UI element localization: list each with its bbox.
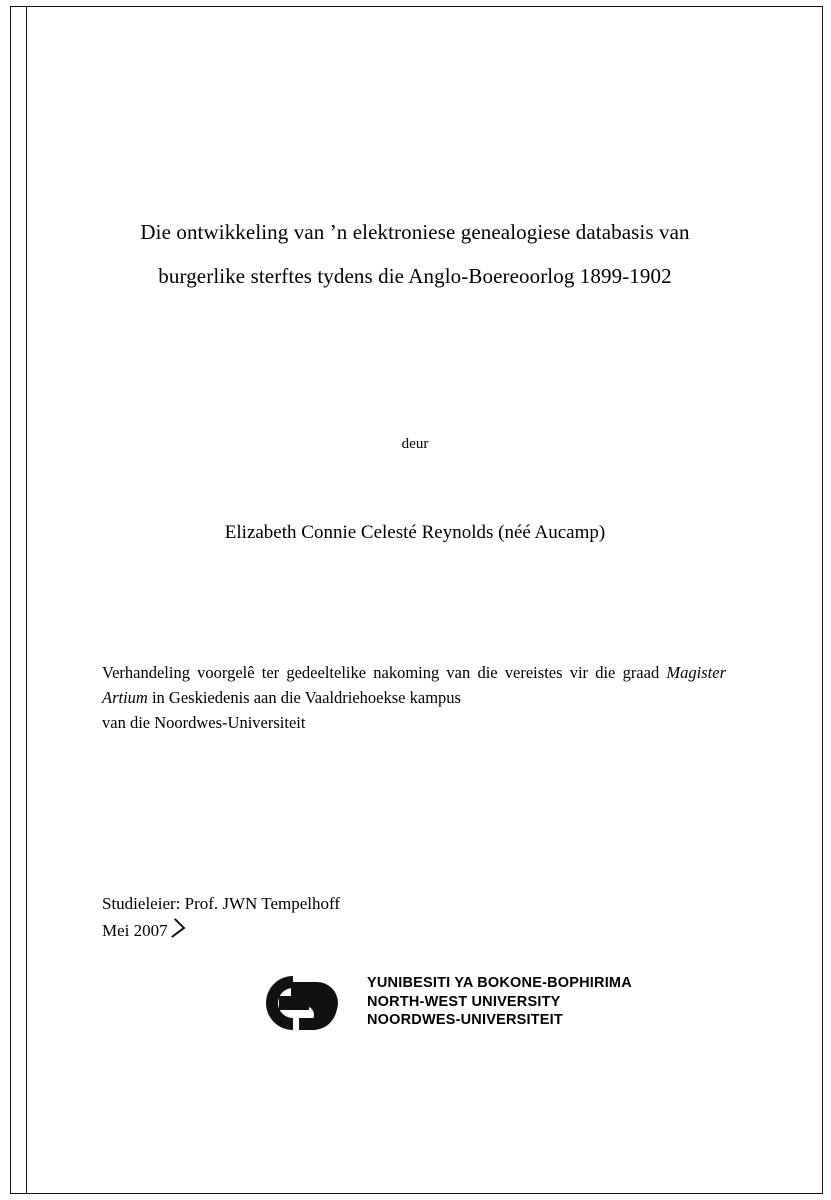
submission-date: Mei 2007: [102, 921, 168, 940]
title-page-content: [100, 0, 730, 1200]
university-logo-text: [367, 974, 632, 1030]
degree-statement-part1: Verhandeling voorgelê ter gedeeltelike nakoming van die vereistes vir die graad: [102, 663, 667, 682]
degree-statement-part2: in Geskiedenis aan die Vaaldriehoekse kampus: [147, 688, 461, 707]
submission-date-row: [102, 917, 168, 944]
degree-statement: [102, 660, 726, 735]
logo-text-line-1: YUNIBESITI YA BOKONE-BOPHIRIMA: [367, 975, 632, 991]
degree-statement-line3: van die Noordwes-Universiteit: [102, 713, 306, 732]
nwu-logo-mark-icon: [255, 970, 365, 1036]
supervisor-block: [102, 890, 726, 944]
page-title: [100, 210, 730, 298]
logo-text-line-3: NOORDWES-UNIVERSITEIT: [367, 1012, 563, 1028]
degree-name: Magister Artium: [102, 663, 726, 707]
logo-text-line-2: NORTH-WEST UNIVERSITY: [367, 993, 561, 1010]
university-logo: [255, 968, 655, 1040]
title-line-2: burgerlike sterftes tydens die Anglo-Boereoorlog 1899-1902: [158, 264, 672, 288]
byline-label: deur: [401, 436, 429, 452]
supervisor-name: Studieleier: Prof. JWN Tempelhoff: [102, 894, 341, 913]
author-name: Elizabeth Connie Celesté Reynolds (néé Aucamp): [224, 522, 606, 543]
title-line-1: Die ontwikkeling van ’n elektroniese genealogiese databasis van: [140, 220, 690, 244]
